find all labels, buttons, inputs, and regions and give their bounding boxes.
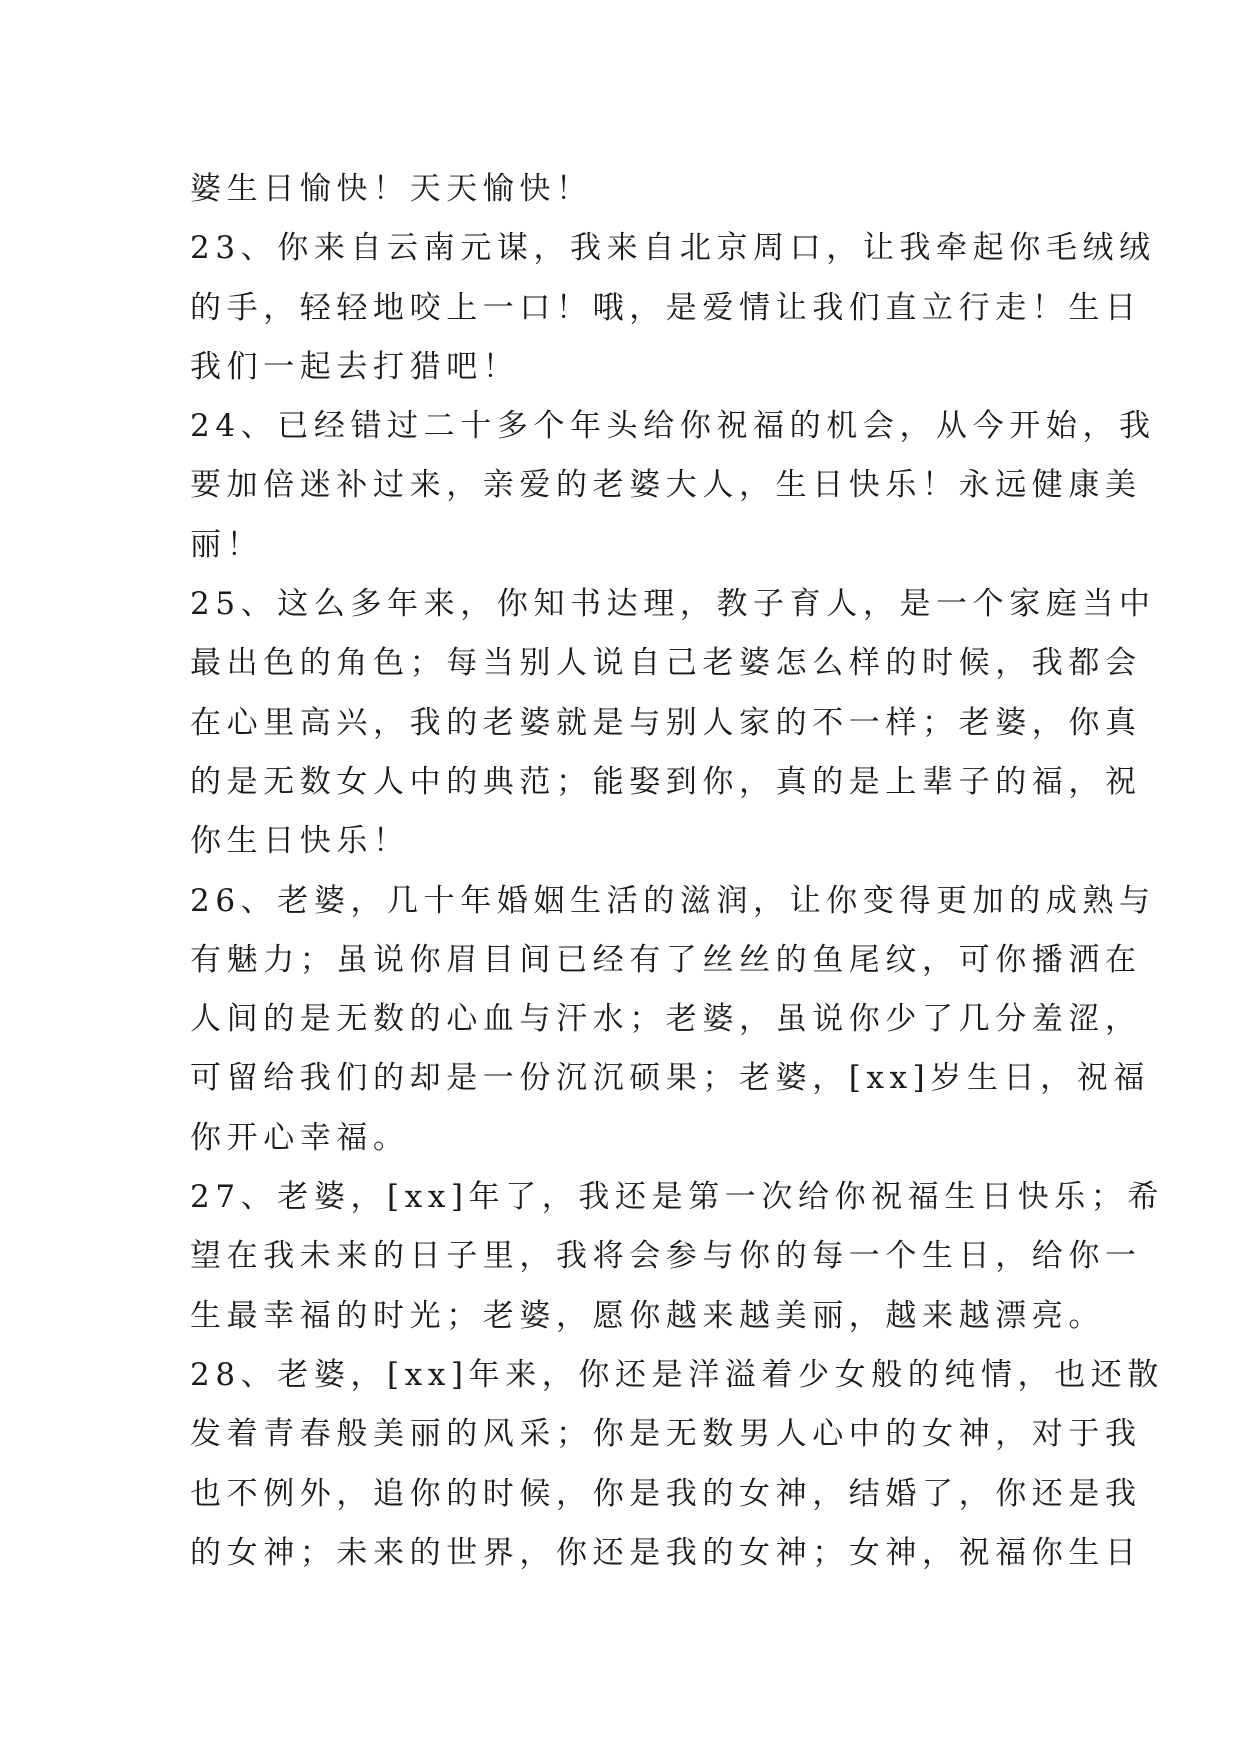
text-line: 24、已经错过二十多个年头给你祝福的机会，从今开始，我: [190, 408, 1156, 445]
text-line: 你生日快乐！: [190, 823, 410, 860]
text-line: 27、老婆，[xx]年了，我还是第一次给你祝福生日快乐；希: [190, 1179, 1164, 1216]
text-line: 的手，轻轻地咬上一口！哦，是爱情让我们直立行走！生日: [190, 289, 1142, 326]
text-line: 的是无数女人中的典范；能娶到你，真的是上辈子的福，祝: [190, 763, 1142, 800]
text-line: 你开心幸福。: [190, 1119, 410, 1156]
text-line: 有魅力；虽说你眉目间已经有了丝丝的鱼尾纹，可你播洒在: [190, 941, 1142, 978]
text-line: 生最幸福的时光；老婆，愿你越来越美丽，越来越漂亮。: [190, 1297, 1105, 1334]
text-line: 婆生日愉快！天天愉快！: [190, 171, 593, 207]
text-line: 发着青春般美丽的风采；你是无数男人心中的女神，对于我: [190, 1416, 1142, 1453]
text-line: 的女神；未来的世界，你还是我的女神；女神，祝福你生日: [190, 1534, 1142, 1571]
text-line: 望在我未来的日子里，我将会参与你的每一个生日，给你一: [190, 1238, 1142, 1275]
text-line: 在心里高兴，我的老婆就是与别人家的不一样；老婆，你真: [190, 704, 1142, 741]
text-line: 23、你来自云南元谋，我来自北京周口，让我牵起你毛绒绒: [190, 230, 1156, 267]
document-body: [190, 160, 1164, 1583]
text-line: 人间的是无数的心血与汗水；老婆，虽说你少了几分羞涩，: [190, 1001, 1142, 1038]
text-line: 丽！: [190, 526, 264, 563]
text-line: 25、这么多年来，你知书达理，教子育人，是一个家庭当中: [190, 586, 1156, 623]
text-line: 28、老婆，[xx]年来，你还是洋溢着少女般的纯情，也还散: [190, 1356, 1164, 1393]
text-line: 要加倍迷补过来，亲爱的老婆大人，生日快乐！永远健康美: [190, 467, 1142, 504]
text-line: 我们一起去打猎吧！: [190, 348, 520, 385]
text-line: 也不例外，追你的时候，你是我的女神，结婚了，你还是我: [190, 1475, 1142, 1512]
text-line: 最出色的角色；每当别人说自己老婆怎么样的时候，我都会: [190, 645, 1142, 682]
text-line: 可留给我们的却是一份沉沉硕果；老婆，[xx]岁生日，祝福: [190, 1060, 1150, 1097]
text-line: 26、老婆，几十年婚姻生活的滋润，让你变得更加的成熟与: [190, 882, 1156, 919]
